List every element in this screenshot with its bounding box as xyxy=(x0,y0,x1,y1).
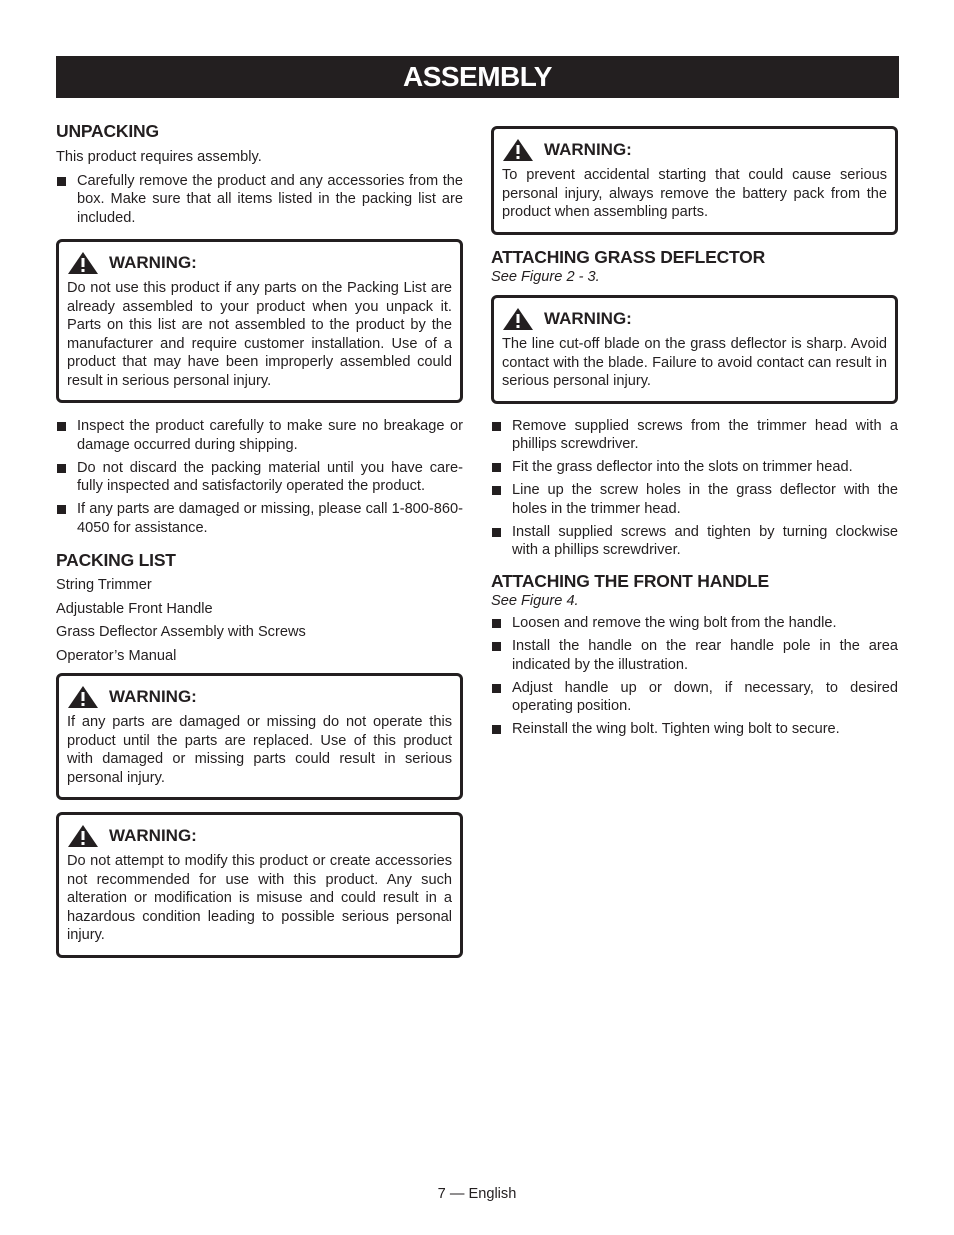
warning-box-battery xyxy=(491,126,898,235)
list-item: Inspect the product carefully to make sure no breakage or damage occurred during shipping. xyxy=(56,417,463,454)
figure-reference: See Figure 2 - 3. xyxy=(491,268,600,285)
list-item: Carefully remove the product and any accessories from the box. Make sure that all items listed in the packing list are included. xyxy=(56,172,463,228)
unpacking-bullets-2 xyxy=(56,417,463,537)
list-item: Fit the grass deflector into the slots on trimmer head. xyxy=(491,458,898,477)
warning-triangle-icon xyxy=(502,307,534,331)
right-column xyxy=(491,126,898,743)
packing-item: Adjustable Front Handle xyxy=(56,600,213,617)
warning-box-blade xyxy=(491,295,898,404)
warning-text: To prevent accidental starting that could cause serious personal injury, always remove the battery pack from the product when assembling parts. xyxy=(502,167,887,220)
list-item: Remove supplied screws from the trimmer head with a phillips screwdriver. xyxy=(491,417,898,454)
unpacking-bullets-1 xyxy=(56,172,463,228)
page-title: ASSEMBLY xyxy=(56,56,899,98)
front-handle-heading: ATTACHING THE FRONT HANDLE xyxy=(491,570,770,591)
packing-item: String Trimmer xyxy=(56,577,152,593)
warning-box-parts-assembled xyxy=(56,239,463,403)
packing-list xyxy=(56,576,463,665)
warning-triangle-icon xyxy=(67,251,99,275)
packing-item: Operator’s Manual xyxy=(56,647,177,664)
page-footer: 7 — English xyxy=(437,1186,517,1202)
unpacking-intro: This product requires assembly. xyxy=(56,149,262,165)
warning-title: WARNING: xyxy=(544,139,632,159)
list-item: Install the handle on the rear handle pole in the area indicated by the illustration. xyxy=(491,637,898,674)
left-column xyxy=(56,120,463,958)
warning-box-damaged-parts xyxy=(56,673,463,800)
warning-triangle-icon xyxy=(67,685,99,709)
warning-title: WARNING: xyxy=(544,308,632,328)
warning-text: If any parts are damaged or missing do not operate this product until the parts are replaced. Use of this product with damaged or missing parts could result in serious personal injury. xyxy=(67,714,452,786)
handle-bullets xyxy=(491,614,898,739)
warning-text: Do not attempt to modify this product or create accessories not recommended for use with this product. Any such alteration or modification is misuse and could result in a hazardous condition leading to possible serious personal injury. xyxy=(67,853,452,943)
warning-text: Do not use this product if any parts on the Packing List are already assembled to your product when you unpack it. Parts on this list are not assembled to the product by the manufacturer and require customer installation. Use of a product that may have been improperly assembled could result in serious personal injury. xyxy=(67,280,452,389)
list-item: Adjust handle up or down, if necessary, to desired operating position. xyxy=(491,679,898,716)
warning-title: WARNING: xyxy=(109,252,197,272)
list-item: Do not discard the packing material until you have care-fully inspected and satisfactorily operated the product. xyxy=(56,459,463,496)
warning-text: The line cut-off blade on the grass deflector is sharp. Avoid contact with the blade. Failure to avoid contact can result in serious personal injury. xyxy=(502,336,887,389)
warning-title: WARNING: xyxy=(109,686,197,706)
packing-list-heading: PACKING LIST xyxy=(56,550,176,570)
grass-deflector-heading: ATTACHING GRASS DEFLECTOR xyxy=(491,246,766,267)
list-item: Line up the screw holes in the grass deflector with the holes in the trimmer head. xyxy=(491,481,898,518)
warning-triangle-icon xyxy=(67,824,99,848)
deflector-bullets xyxy=(491,417,898,560)
warning-title: WARNING: xyxy=(109,825,197,845)
warning-box-modify xyxy=(56,812,463,958)
unpacking-heading: UNPACKING xyxy=(56,121,159,141)
packing-item: Grass Deflector Assembly with Screws xyxy=(56,624,306,640)
list-item: If any parts are damaged or missing, please call 1-800-860-4050 for assistance. xyxy=(56,500,463,537)
list-item: Loosen and remove the wing bolt from the handle. xyxy=(491,614,898,633)
figure-reference: See Figure 4. xyxy=(491,592,579,609)
warning-triangle-icon xyxy=(502,138,534,162)
list-item: Install supplied screws and tighten by turning clockwise with a phillips screwdriver. xyxy=(491,523,898,560)
list-item: Reinstall the wing bolt. Tighten wing bolt to secure. xyxy=(491,720,898,739)
